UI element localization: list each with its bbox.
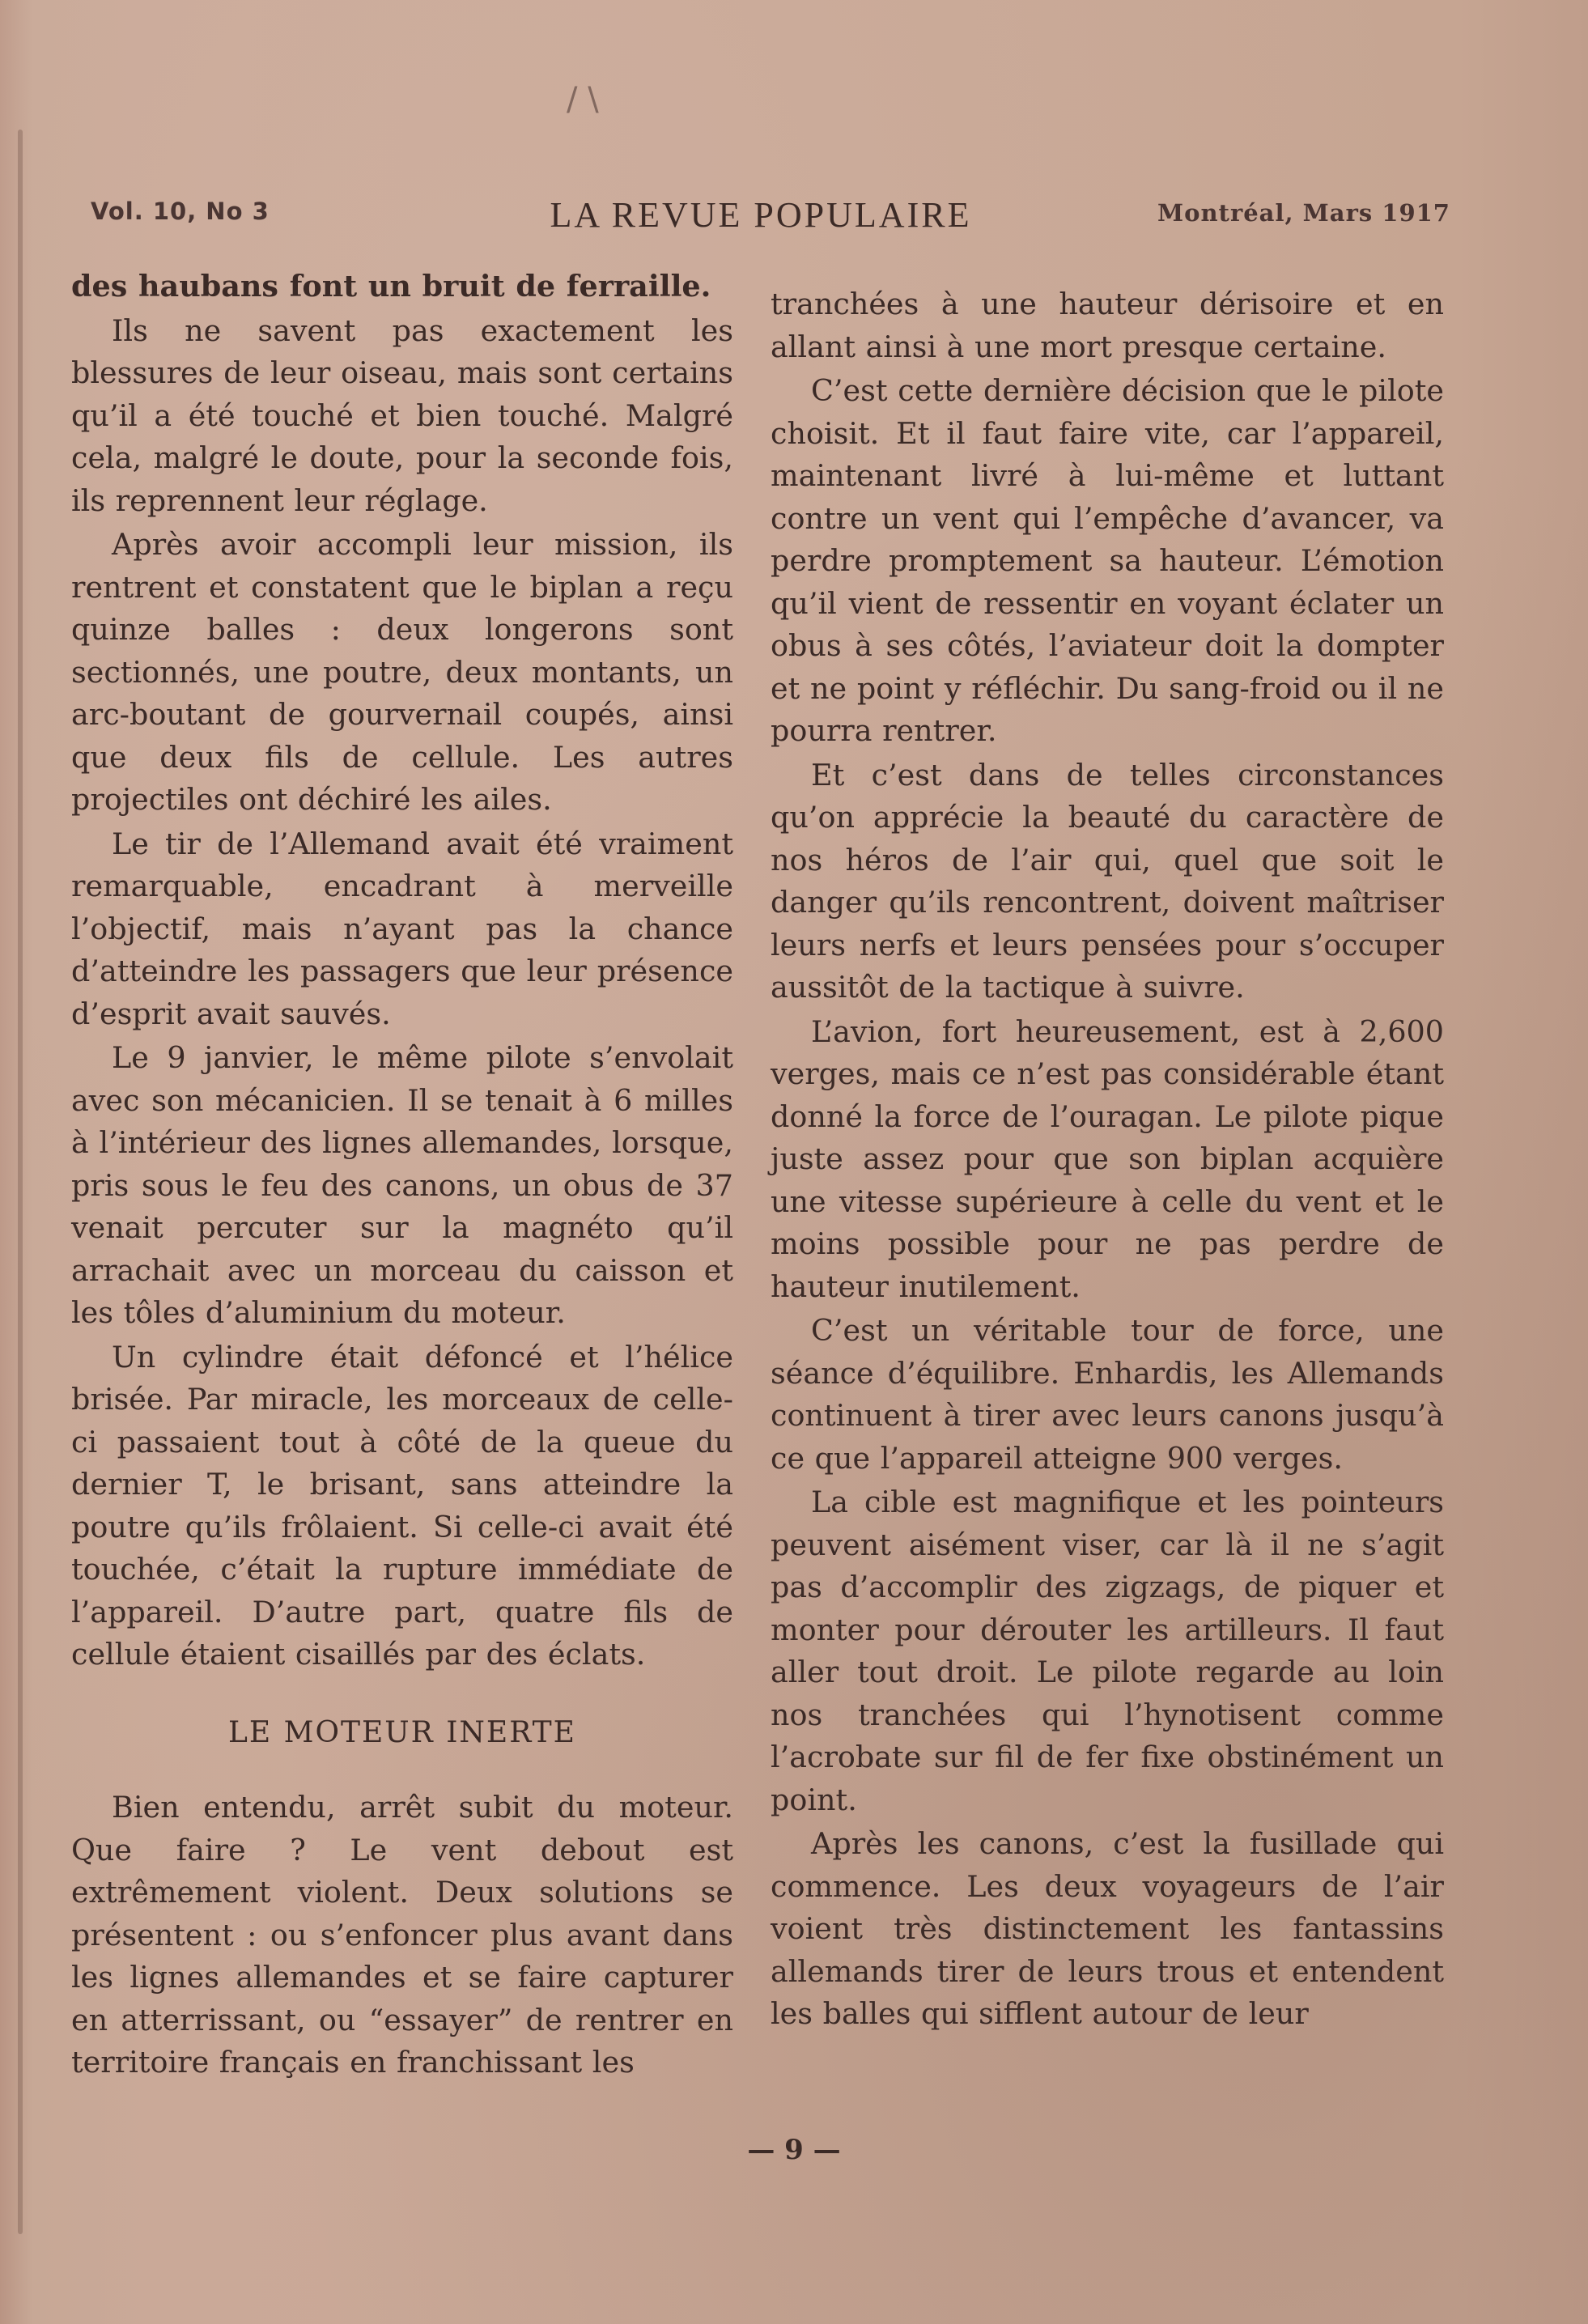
paragraph: tranchées à une hauteur dérisoire et en allant ainsi à une mort presque certaine. (771, 287, 1444, 364)
paragraph: Bien entendu, arrêt subit du moteur. Que faire ? Le vent debout est extrêmement violent. Deux solutions se présentent : ou s’enfoncer plus avant dans les lignes allemandes et se faire capturer en atterrissant, ou “essayer” de rentrer en territoire français en franchissant les (71, 1790, 733, 2080)
binding-edge (18, 130, 23, 2234)
paragraph: des haubans font un bruit de ferraille. (71, 269, 711, 304)
issue-date: Montréal, Mars 1917 (1157, 199, 1450, 227)
paragraph: Après les canons, c’est la fusillade qui commence. Les deux voyageurs de l’air voient très distinctement les fantassins allemands tirer de leurs trous et entendent les balles qui sifflent autour de leur (771, 1826, 1444, 2031)
paragraph: Le 9 janvier, le même pilote s’envolait avec son mécanicien. Il se tenait à 6 milles à l’intérieur des lignes allemandes, lorsque, pris sous le feu des canons, un obus de 37 venait percuter sur la magnéto qu’il arrachait avec un morceau du caisson et les tôles d’aluminium du moteur. (71, 1040, 733, 1330)
journal-title: LA REVUE POPULAIRE (550, 195, 972, 235)
left-column (71, 266, 733, 2084)
paragraph: Ils ne savent pas exactement les blessures de leur oiseau, mais sont certains qu’il a été touché et bien touché. Malgré cela, malgré le doute, pour la seconde fois, ils reprennent leur réglage. (71, 312, 733, 518)
pencil-mark: / \ (567, 81, 599, 118)
volume-label: Vol. 10, No 3 (91, 198, 270, 225)
page-header (0, 194, 1588, 259)
section-heading: LE MOTEUR INERTE (228, 1715, 576, 1749)
paragraph: Un cylindre était défoncé et l’hélice brisée. Par miracle, les morceaux de celle-ci passaient tout à côté de la queue du dernier T, le brisant, sans atteindre la poutre qu’ils frôlaient. Si celle-ci avait été touchée, c’était la rupture immédiate de l’appareil. D’autre part, quatre fils de cellule étaient cisaillés par des éclats. (71, 1339, 733, 1672)
paragraph: La cible est magnifique et les pointeurs peuvent aisément viser, car là il ne s’agit pas d’accomplir des zigzags, de piquer et monter pour dérouter les artilleurs. Il faut aller tout droit. Le pilote regarde au loin nos tranchées qui l’hynotisent comme l’acrobate sur fil de fer fixe obstinément un point. (771, 1485, 1444, 1817)
right-column (771, 283, 1444, 2036)
paragraph: Après avoir accompli leur mission, ils rentrent et constatent que le biplan a reçu quinze balles : deux longerons sont sectionnés, une poutre, deux montants, un arc-boutant de gourvernail coupés, ainsi que deux fils de cellule. Les autres projectiles ont déchiré les ailes. (71, 527, 733, 817)
paragraph: C’est cette dernière décision que le pilote choisit. Et il faut faire vite, car l’appareil, maintenant livré à lui-même et luttant contre un vent qui l’empêche d’avancer, va perdre promptement sa hauteur. L’émotion qu’il vient de ressentir en voyant éclater un obus à ses côtés, l’aviateur doit la dompter et ne point y réfléchir. Du sang-froid ou il ne pourra rentrer. (771, 373, 1444, 748)
page-number: — 9 — (747, 2134, 841, 2166)
paragraph: C’est un véritable tour de force, une séance d’équilibre. Enhardis, les Allemands continuent à tirer avec leurs canons jusqu’à ce que l’appareil atteigne 900 verges. (771, 1313, 1444, 1476)
paragraph: L’avion, fort heureusement, est à 2,600 verges, mais ce n’est pas considérable étant donné la force de l’ouragan. Le pilote pique juste assez pour que son biplan acquière une vitesse supérieure à celle du vent et le moins possible pour ne pas perdre de hauteur inutilement. (771, 1013, 1444, 1304)
paragraph: Et c’est dans de telles circonstances qu’on apprécie la beauté du caractère de nos héros de l’air qui, quel que soit le danger qu’ils rencontrent, doivent maîtriser leurs nerfs et leurs pensées pour s’occuper aussitôt de la tactique à suivre. (771, 757, 1444, 1005)
paragraph: Le tir de l’Allemand avait été vraiment remarquable, encadrant à merveille l’objectif, mais n’ayant pas la chance d’atteindre les passagers que leur présence d’esprit avait sauvés. (71, 826, 733, 1031)
